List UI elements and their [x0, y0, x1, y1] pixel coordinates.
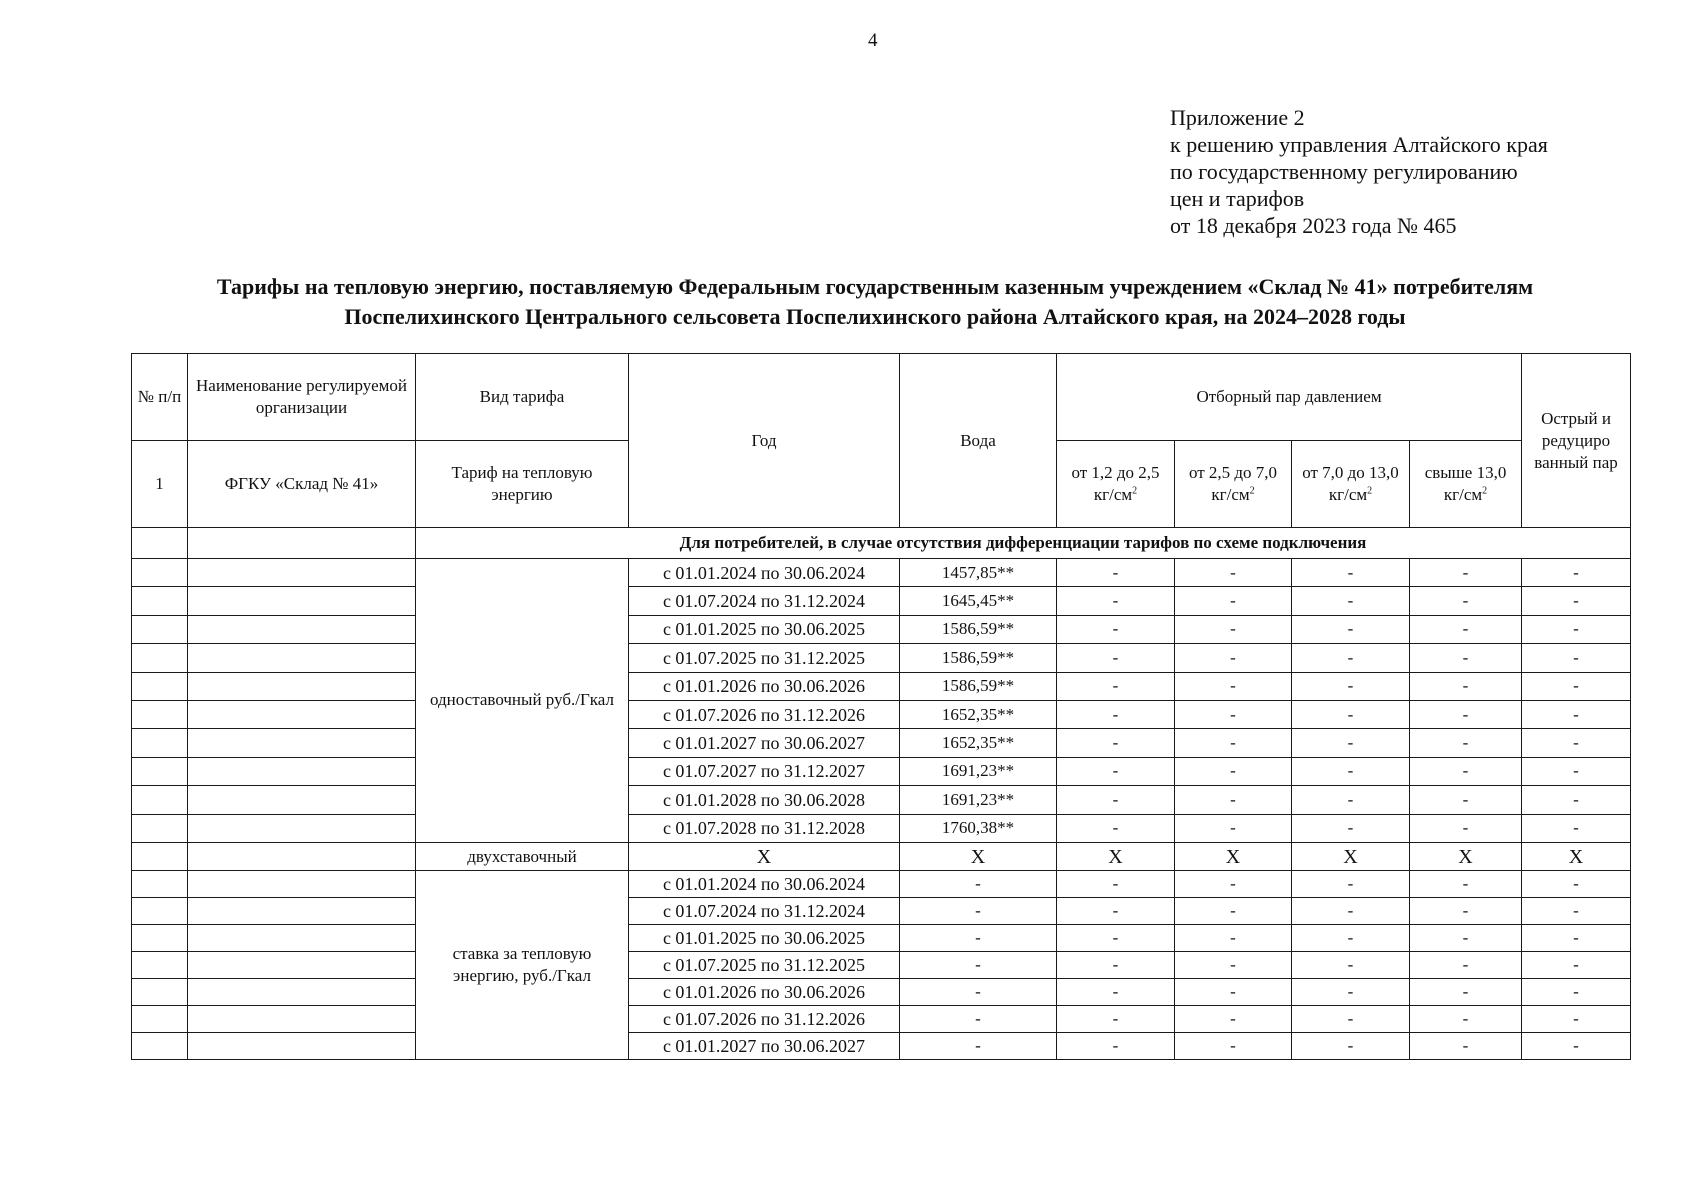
steam-4-value: -	[1410, 729, 1522, 757]
steam-3-value: -	[1292, 1006, 1410, 1033]
empty-cell	[132, 700, 188, 728]
water-value: 1586,59**	[900, 644, 1057, 672]
table-row	[132, 1033, 1631, 1060]
steam-1-value: -	[1057, 952, 1175, 979]
steam-1-value: -	[1057, 1033, 1175, 1060]
empty-cell	[188, 615, 416, 643]
empty-cell	[188, 786, 416, 814]
empty-cell	[188, 672, 416, 700]
steam-1-value: -	[1057, 871, 1175, 898]
empty-cell	[132, 952, 188, 979]
empty-cell	[132, 615, 188, 643]
steam-2-value: -	[1175, 757, 1292, 785]
period-cell: с 01.01.2026 по 30.06.2026	[629, 979, 900, 1006]
sharp-steam-value: -	[1522, 672, 1631, 700]
table-row	[132, 1006, 1631, 1033]
empty-cell	[188, 528, 416, 559]
empty-cell	[132, 979, 188, 1006]
empty-cell	[188, 871, 416, 898]
water-value: 1586,59**	[900, 615, 1057, 643]
steam-3-value: -	[1292, 587, 1410, 615]
sharp-steam-value: -	[1522, 700, 1631, 728]
water-value: 1760,38**	[900, 814, 1057, 842]
header-steam-3	[1292, 441, 1410, 528]
sharp-steam-value: -	[1522, 925, 1631, 952]
org-name: ФГКУ «Склад № 41»	[188, 441, 416, 528]
steam-2-value: -	[1175, 672, 1292, 700]
header-year: Год	[629, 354, 900, 528]
period-cell: с 01.07.2026 по 31.12.2026	[629, 1006, 900, 1033]
header-org: Наименование регулируемой организации	[188, 354, 416, 441]
steam-4-value: -	[1410, 925, 1522, 952]
empty-cell	[132, 814, 188, 842]
steam-2-value: -	[1175, 952, 1292, 979]
steam-4-value: -	[1410, 644, 1522, 672]
water-value: 1691,23**	[900, 786, 1057, 814]
appendix-block	[1170, 104, 1548, 239]
appendix-line: к решению управления Алтайского края	[1170, 132, 1548, 157]
empty-cell	[132, 644, 188, 672]
header-steam-1	[1057, 441, 1175, 528]
empty-cell	[188, 729, 416, 757]
empty-cell	[188, 925, 416, 952]
steam-3-value: -	[1292, 898, 1410, 925]
steam-4-value: -	[1410, 979, 1522, 1006]
water-value: -	[900, 1033, 1057, 1060]
appendix-line: от 18 декабря 2023 года № 465	[1170, 213, 1457, 238]
water-value: 1652,35**	[900, 700, 1057, 728]
period-cell: с 01.01.2024 по 30.06.2024	[629, 559, 900, 587]
empty-cell	[132, 672, 188, 700]
period-cell: с 01.01.2024 по 30.06.2024	[629, 871, 900, 898]
steam-4-value: -	[1410, 700, 1522, 728]
table-row	[132, 952, 1631, 979]
empty-cell	[132, 871, 188, 898]
period-cell: с 01.07.2026 по 31.12.2026	[629, 700, 900, 728]
steam-3-value: -	[1292, 644, 1410, 672]
table-row	[132, 925, 1631, 952]
x-mark: Х	[1410, 842, 1522, 870]
period-cell: с 01.07.2024 по 31.12.2024	[629, 587, 900, 615]
header-steam-4	[1410, 441, 1522, 528]
steam-1-value: -	[1057, 615, 1175, 643]
org-num: 1	[132, 441, 188, 528]
section-title: Для потребителей, в случае отсутствия дифференциации тарифов по схеме подключения	[416, 528, 1631, 559]
steam-2-value: -	[1175, 729, 1292, 757]
empty-cell	[188, 644, 416, 672]
period-cell: с 01.07.2025 по 31.12.2025	[629, 644, 900, 672]
steam-2-value: -	[1175, 1033, 1292, 1060]
org-tariff: Тариф на тепловую энергию	[416, 441, 629, 528]
x-mark: Х	[1522, 842, 1631, 870]
steam-4-value: -	[1410, 615, 1522, 643]
header-steam-2	[1175, 441, 1292, 528]
steam-4-label: свыше 13,0 кг/см	[1424, 463, 1507, 504]
section-row	[132, 528, 1631, 559]
header-sharp-steam: Острый и редуциро ванный пар	[1522, 354, 1631, 528]
steam-1-value: -	[1057, 587, 1175, 615]
empty-cell	[188, 814, 416, 842]
sharp-steam-value: -	[1522, 729, 1631, 757]
steam-3-value: -	[1292, 952, 1410, 979]
steam-1-value: -	[1057, 898, 1175, 925]
steam-2-value: -	[1175, 814, 1292, 842]
superscript: 2	[1482, 485, 1488, 497]
sharp-steam-value: -	[1522, 559, 1631, 587]
sharp-steam-value: -	[1522, 898, 1631, 925]
period-cell: с 01.07.2027 по 31.12.2027	[629, 757, 900, 785]
empty-cell	[188, 1006, 416, 1033]
steam-4-value: -	[1410, 898, 1522, 925]
title-line: Поспелихинского Центрального сельсовета Поспелихинского района Алтайского края, на 2024–2028 годы	[344, 304, 1406, 329]
steam-4-value: -	[1410, 871, 1522, 898]
empty-cell	[132, 786, 188, 814]
superscript: 2	[1367, 485, 1373, 497]
table-row	[132, 672, 1631, 700]
steam-3-value: -	[1292, 615, 1410, 643]
sharp-steam-value: -	[1522, 615, 1631, 643]
water-value: 1586,59**	[900, 672, 1057, 700]
steam-2-value: -	[1175, 644, 1292, 672]
header-row	[132, 354, 1631, 441]
steam-2-label: от 2,5 до 7,0 кг/см	[1188, 463, 1278, 504]
steam-2-value: -	[1175, 615, 1292, 643]
steam-3-value: -	[1292, 757, 1410, 785]
header-steam-group: Отборный пар давлением	[1057, 354, 1522, 441]
empty-cell	[188, 898, 416, 925]
table-row	[132, 729, 1631, 757]
table-row	[132, 786, 1631, 814]
x-mark: Х	[1292, 842, 1410, 870]
superscript: 2	[1132, 485, 1138, 497]
superscript: 2	[1249, 485, 1255, 497]
empty-cell	[132, 528, 188, 559]
steam-3-value: -	[1292, 871, 1410, 898]
table-row	[132, 898, 1631, 925]
steam-1-value: -	[1057, 700, 1175, 728]
water-value: 1652,35**	[900, 729, 1057, 757]
period-cell: с 01.01.2028 по 30.06.2028	[629, 786, 900, 814]
steam-4-value: -	[1410, 952, 1522, 979]
water-value: 1457,85**	[900, 559, 1057, 587]
two-rate-row	[132, 842, 1631, 870]
document-title	[130, 272, 1620, 332]
empty-cell	[132, 842, 188, 870]
steam-4-value: -	[1410, 786, 1522, 814]
empty-cell	[132, 925, 188, 952]
table-row	[132, 615, 1631, 643]
steam-1-value: -	[1057, 814, 1175, 842]
steam-1-value: -	[1057, 979, 1175, 1006]
steam-3-value: -	[1292, 979, 1410, 1006]
steam-1-value: -	[1057, 925, 1175, 952]
x-mark: Х	[1175, 842, 1292, 870]
steam-3-label: от 7,0 до 13,0 кг/см	[1302, 463, 1399, 504]
sharp-steam-value: -	[1522, 644, 1631, 672]
water-value: -	[900, 898, 1057, 925]
steam-2-value: -	[1175, 700, 1292, 728]
sharp-steam-value: -	[1522, 786, 1631, 814]
appendix-line: по государственному регулированию	[1170, 159, 1518, 184]
table-row	[132, 644, 1631, 672]
steam-1-value: -	[1057, 559, 1175, 587]
table-row	[132, 757, 1631, 785]
steam-1-label: от 1,2 до 2,5 кг/см	[1071, 463, 1160, 504]
table-row	[132, 979, 1631, 1006]
empty-cell	[132, 898, 188, 925]
water-value: -	[900, 871, 1057, 898]
sharp-steam-value: -	[1522, 871, 1631, 898]
steam-3-value: -	[1292, 925, 1410, 952]
steam-4-value: -	[1410, 757, 1522, 785]
steam-2-value: -	[1175, 925, 1292, 952]
x-mark: Х	[1057, 842, 1175, 870]
period-cell: с 01.07.2028 по 31.12.2028	[629, 814, 900, 842]
header-water: Вода	[900, 354, 1057, 528]
steam-4-value: -	[1410, 1006, 1522, 1033]
sharp-steam-value: -	[1522, 814, 1631, 842]
period-cell: с 01.07.2024 по 31.12.2024	[629, 898, 900, 925]
empty-cell	[188, 1033, 416, 1060]
steam-2-value: -	[1175, 786, 1292, 814]
steam-1-value: -	[1057, 757, 1175, 785]
heat-rate-label: ставка за тепловую энергию, руб./Гкал	[416, 871, 629, 1060]
sharp-steam-value: -	[1522, 587, 1631, 615]
tariff-table	[131, 353, 1631, 1060]
appendix-line: Приложение 2	[1170, 105, 1305, 130]
table-row	[132, 587, 1631, 615]
period-cell: с 01.07.2025 по 31.12.2025	[629, 952, 900, 979]
steam-3-value: -	[1292, 814, 1410, 842]
steam-4-value: -	[1410, 559, 1522, 587]
sharp-steam-value: -	[1522, 1006, 1631, 1033]
page-number: 4	[868, 30, 878, 51]
appendix-line: цен и тарифов	[1170, 186, 1305, 211]
period-cell: с 01.01.2025 по 30.06.2025	[629, 615, 900, 643]
water-value: -	[900, 925, 1057, 952]
table-row	[132, 814, 1631, 842]
steam-1-value: -	[1057, 1006, 1175, 1033]
empty-cell	[188, 700, 416, 728]
period-cell: с 01.01.2026 по 30.06.2026	[629, 672, 900, 700]
water-value: 1645,45**	[900, 587, 1057, 615]
water-value: -	[900, 979, 1057, 1006]
water-value: 1691,23**	[900, 757, 1057, 785]
sharp-steam-value: -	[1522, 952, 1631, 979]
empty-cell	[132, 587, 188, 615]
x-mark: Х	[900, 842, 1057, 870]
empty-cell	[188, 559, 416, 587]
empty-cell	[188, 952, 416, 979]
header-tariff-type: Вид тарифа	[416, 354, 629, 441]
steam-3-value: -	[1292, 559, 1410, 587]
sharp-steam-value: -	[1522, 1033, 1631, 1060]
table-row	[132, 700, 1631, 728]
empty-cell	[132, 729, 188, 757]
empty-cell	[188, 587, 416, 615]
steam-1-value: -	[1057, 644, 1175, 672]
single-rate-label: одноставочный руб./Гкал	[416, 559, 629, 843]
steam-2-value: -	[1175, 1006, 1292, 1033]
empty-cell	[132, 1006, 188, 1033]
two-rate-label: двухставочный	[416, 842, 629, 870]
steam-3-value: -	[1292, 1033, 1410, 1060]
period-cell: с 01.01.2025 по 30.06.2025	[629, 925, 900, 952]
empty-cell	[188, 979, 416, 1006]
steam-1-value: -	[1057, 672, 1175, 700]
steam-4-value: -	[1410, 814, 1522, 842]
steam-2-value: -	[1175, 898, 1292, 925]
period-cell: с 01.01.2027 по 30.06.2027	[629, 1033, 900, 1060]
title-line: Тарифы на тепловую энергию, поставляемую Федеральным государственным казенным учреждением «Склад № 41» потребителям	[216, 274, 1534, 299]
empty-cell	[188, 842, 416, 870]
empty-cell	[188, 757, 416, 785]
water-value: -	[900, 952, 1057, 979]
sharp-steam-value: -	[1522, 979, 1631, 1006]
steam-3-value: -	[1292, 700, 1410, 728]
steam-4-value: -	[1410, 672, 1522, 700]
table-row	[132, 871, 1631, 898]
steam-4-value: -	[1410, 587, 1522, 615]
steam-3-value: -	[1292, 729, 1410, 757]
empty-cell	[132, 559, 188, 587]
table-row	[132, 559, 1631, 587]
steam-1-value: -	[1057, 786, 1175, 814]
empty-cell	[132, 1033, 188, 1060]
steam-3-value: -	[1292, 786, 1410, 814]
steam-4-value: -	[1410, 1033, 1522, 1060]
steam-2-value: -	[1175, 587, 1292, 615]
x-mark: Х	[629, 842, 900, 870]
water-value: -	[900, 1006, 1057, 1033]
steam-2-value: -	[1175, 559, 1292, 587]
period-cell: с 01.01.2027 по 30.06.2027	[629, 729, 900, 757]
empty-cell	[132, 757, 188, 785]
steam-2-value: -	[1175, 979, 1292, 1006]
steam-1-value: -	[1057, 729, 1175, 757]
steam-2-value: -	[1175, 871, 1292, 898]
sharp-steam-value: -	[1522, 757, 1631, 785]
header-num: № п/п	[132, 354, 188, 441]
steam-3-value: -	[1292, 672, 1410, 700]
